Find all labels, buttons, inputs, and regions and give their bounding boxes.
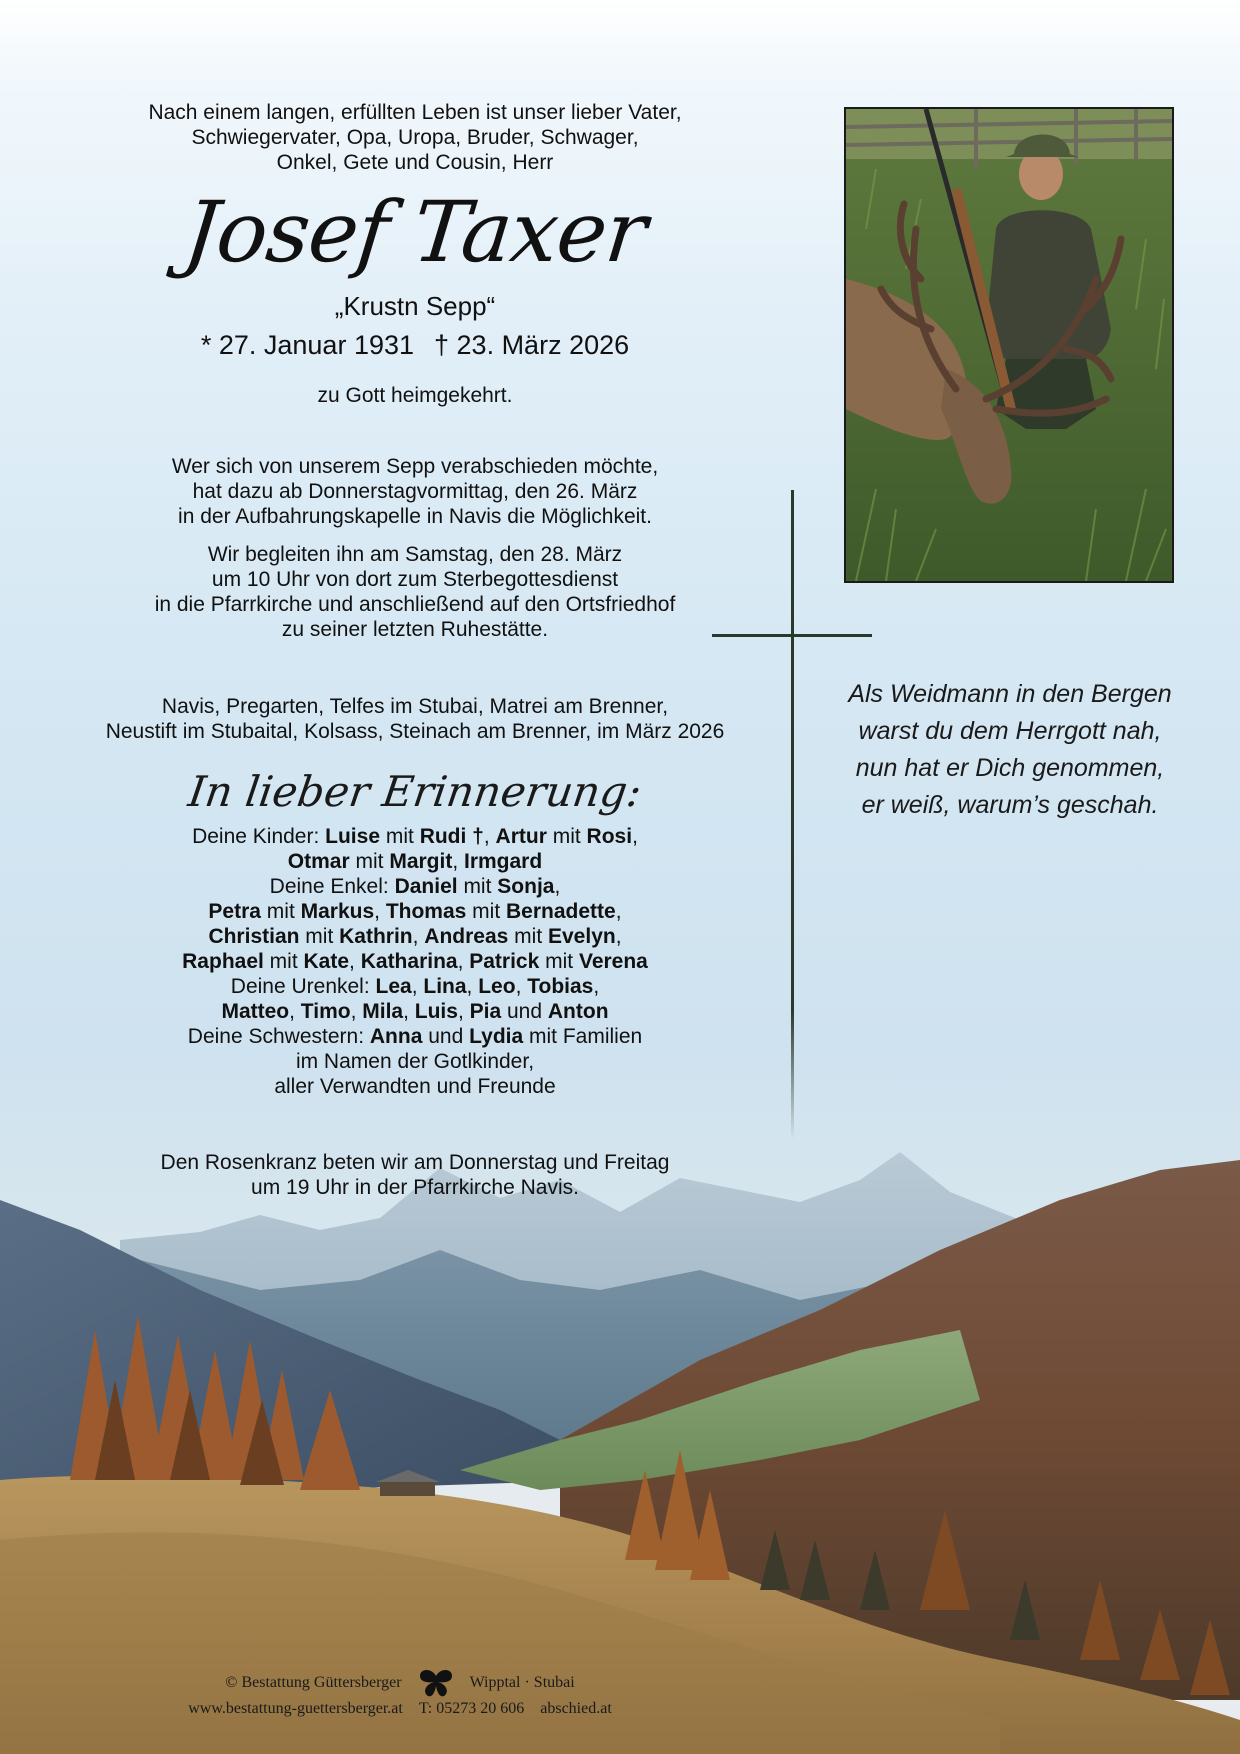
family-member-name: Pia <box>469 1000 502 1023</box>
memorial-quote <box>810 676 1210 824</box>
family-text: , <box>593 975 600 998</box>
website-link[interactable]: www.bestattung-guettersberger.at <box>188 1700 403 1717</box>
places-line: Navis, Pregarten, Telfes im Stubai, Matrei am Brenner, <box>161 695 669 718</box>
family-text: , <box>632 825 638 848</box>
deceased-nickname: „Krustn Sepp“ <box>334 291 496 321</box>
passing-phrase: zu Gott heimgekehrt. <box>317 384 513 407</box>
burial-line: Wir begleiten ihn am Samstag, den 28. März <box>207 543 623 566</box>
family-member-name: Thomas <box>385 900 467 923</box>
family-member-name: Anton <box>547 1000 609 1023</box>
family-line <box>60 949 770 974</box>
family-member-name: Kathrin <box>339 925 413 948</box>
burial-line: zu seiner letzten Ruhestätte. <box>281 618 549 641</box>
family-text: , <box>457 1000 470 1023</box>
family-text: , <box>483 825 496 848</box>
family-text: Deine Enkel: <box>269 875 395 898</box>
family-text: , <box>349 950 361 973</box>
rosary-line: um 19 Uhr in der Pfarrkirche Navis. <box>251 1176 579 1199</box>
quote-line: Als Weidmann in den Bergen <box>848 680 1172 708</box>
family-text: mit <box>260 900 301 923</box>
quote-line: warst du dem Herrgott nah, <box>858 717 1162 745</box>
family-text: Deine Schwestern: <box>187 1025 370 1048</box>
family-text: mit <box>457 875 498 898</box>
family-member-name: Evelyn <box>548 925 616 948</box>
family-line <box>60 1024 770 1049</box>
family-member-name: Mila <box>362 1000 404 1023</box>
family-line <box>60 849 770 874</box>
family-member-name: Verena <box>578 950 648 973</box>
footer-row-1 <box>150 1668 650 1698</box>
family-text: , <box>466 975 479 998</box>
family-member-name: Leo <box>478 975 516 998</box>
family-text: , <box>615 900 622 923</box>
family-text: , <box>374 900 386 923</box>
family-list <box>60 824 770 1099</box>
family-text: , <box>554 875 561 898</box>
family-member-name: Irmgard <box>464 850 543 873</box>
family-member-name: Timo <box>300 1000 351 1023</box>
family-text: Deine Kinder: <box>192 825 326 848</box>
family-text: und <box>422 1025 470 1048</box>
family-member-name: Luise <box>325 825 381 848</box>
family-line <box>60 874 770 899</box>
family-member-name: Lydia <box>469 1025 524 1048</box>
family-member-name: Luis <box>414 1000 458 1023</box>
family-text: mit <box>539 950 579 973</box>
cross-beam <box>712 634 872 637</box>
life-dates <box>60 327 770 363</box>
family-text: aller Verwandten und Freunde <box>274 1075 556 1098</box>
burial-text <box>60 542 770 642</box>
farewell-line: hat dazu ab Donnerstagvormittag, den 26. März <box>192 480 638 503</box>
family-text: mit <box>546 825 587 848</box>
family-text: , <box>457 950 470 973</box>
family-line <box>60 924 770 949</box>
funeral-home-footer <box>150 1668 650 1720</box>
places-text <box>40 694 790 744</box>
family-member-name: Tobias <box>527 975 594 998</box>
hunter-with-stag-image <box>846 109 1172 581</box>
farewell-line: Wer sich von unserem Sepp verabschieden möchte, <box>171 455 659 478</box>
family-text: , <box>452 850 464 873</box>
phone-text: T: 05273 20 606 <box>418 1700 525 1717</box>
family-member-name: Rudi † <box>419 825 484 848</box>
family-member-name: Markus <box>300 900 375 923</box>
family-line <box>60 824 770 849</box>
family-member-name: Bernadette <box>506 900 616 923</box>
family-member-name: Daniel <box>394 875 458 898</box>
family-line <box>60 899 770 924</box>
family-member-name: Katharina <box>360 950 458 973</box>
intro-line: Onkel, Gete und Cousin, Herr <box>276 151 554 174</box>
deceased-name: Josef Taxer <box>179 183 651 281</box>
death-date: † 23. März 2026 <box>434 330 630 360</box>
memory-heading: In lieber Erinnerung: <box>185 767 645 816</box>
portal-link[interactable]: abschied.at <box>540 1700 612 1717</box>
intro-text <box>60 100 770 175</box>
family-member-name: Lina <box>423 975 467 998</box>
family-text: Deine Urenkel: <box>230 975 376 998</box>
family-text: , <box>411 975 424 998</box>
footer-row-2 <box>150 1698 650 1720</box>
burial-line: in die Pfarrkirche und anschließend auf den Ortsfriedhof <box>154 593 676 616</box>
family-member-name: Artur <box>495 825 547 848</box>
portrait-photo <box>844 107 1174 583</box>
family-member-name: Margit <box>389 850 453 873</box>
family-member-name: Lea <box>375 975 412 998</box>
family-text: mit Familien <box>523 1025 643 1048</box>
butterfly-icon <box>418 1668 454 1698</box>
quote-line: er weiß, warum’s geschah. <box>861 791 1159 819</box>
intro-line: Nach einem langen, erfüllten Leben ist unser lieber Vater, <box>148 101 682 124</box>
rosary-line: Den Rosenkranz beten wir am Donnerstag und Freitag <box>160 1151 670 1174</box>
family-member-name: Rosi <box>586 825 633 848</box>
region-text: Wipptal · Stubai <box>469 1674 575 1691</box>
family-text: , <box>412 925 425 948</box>
family-member-name: Raphael <box>182 950 264 973</box>
burial-line: um 10 Uhr von dort zum Sterbegottesdienst <box>211 568 619 591</box>
farewell-line: in der Aufbahrungskapelle in Navis die Möglichkeit. <box>178 505 652 528</box>
family-text: , <box>289 1000 301 1023</box>
quote-line: nun hat er Dich genommen, <box>855 754 1165 782</box>
family-text: mit <box>508 925 548 948</box>
copyright-text: © Bestattung Güttersberger <box>225 1674 402 1691</box>
family-text: , <box>403 1000 415 1023</box>
birth-date: * 27. Januar 1931 <box>200 330 415 360</box>
places-line: Neustift im Stubaital, Kolsass, Steinach am Brenner, im März 2026 <box>105 720 725 743</box>
farewell-text <box>60 454 770 529</box>
family-member-name: Kate <box>303 950 350 973</box>
family-member-name: Petra <box>208 900 261 923</box>
family-member-name: Matteo <box>221 1000 290 1023</box>
intro-line: Schwiegervater, Opa, Uropa, Bruder, Schwager, <box>191 126 639 149</box>
family-member-name: Anna <box>369 1025 423 1048</box>
family-text: mit <box>380 825 420 848</box>
family-text: mit <box>466 900 507 923</box>
family-member-name: Christian <box>208 925 300 948</box>
family-line <box>60 1049 770 1074</box>
family-line <box>60 999 770 1024</box>
family-member-name: Andreas <box>424 925 509 948</box>
family-text: mit <box>299 925 340 948</box>
family-text: und <box>501 1000 548 1023</box>
family-text: im Namen der Gotlkinder, <box>295 1050 535 1073</box>
mountain-landscape-image <box>0 1140 1240 1754</box>
family-text: , <box>350 1000 363 1023</box>
family-member-name: Patrick <box>469 950 540 973</box>
family-text: , <box>515 975 528 998</box>
family-member-name: Otmar <box>287 850 350 873</box>
family-text: , <box>615 925 622 948</box>
family-line <box>60 1074 770 1099</box>
family-text: mit <box>349 850 390 873</box>
family-text: mit <box>263 950 304 973</box>
family-member-name: Sonja <box>497 875 555 898</box>
family-line <box>60 974 770 999</box>
rosary-text <box>60 1150 770 1200</box>
cross-icon <box>791 490 794 1140</box>
